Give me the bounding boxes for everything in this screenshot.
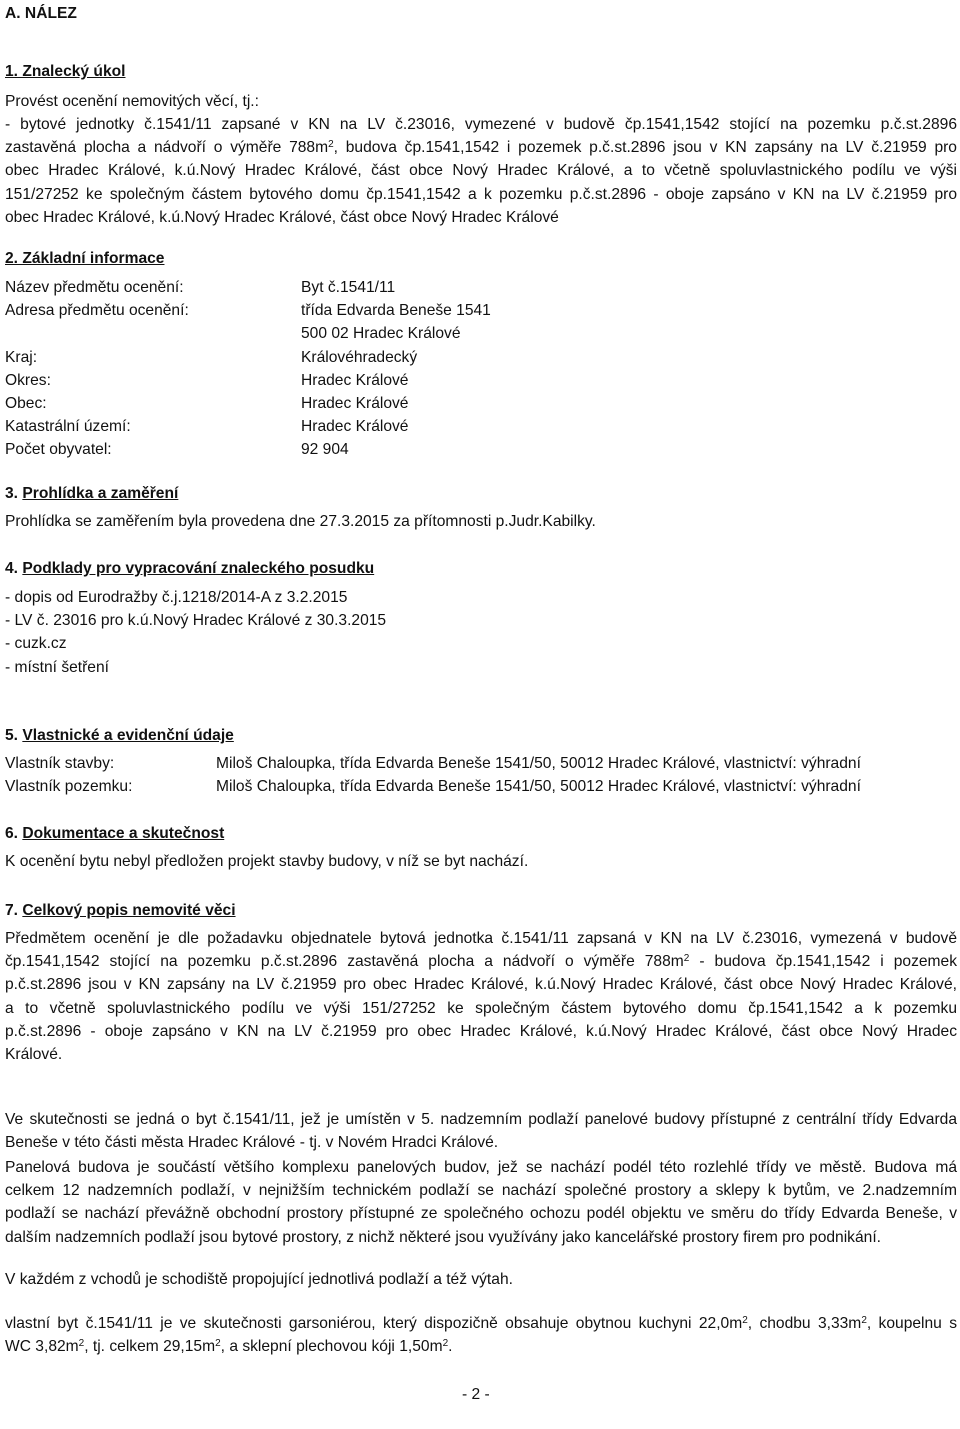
section-1-heading: 1. Znalecký úkol bbox=[5, 63, 126, 80]
text-line: celkem 12 nadzemních podlaží, v nejnižším technickém podlaží se nachází společné prostory a sklepy k bytům, ve 2.nadzemním bbox=[5, 1182, 957, 1200]
list-item: - místní šetření bbox=[5, 658, 109, 676]
info-label: Název předmětu ocenění: bbox=[5, 279, 184, 296]
page-number: - 2 - bbox=[462, 1386, 490, 1403]
info-value: Byt č.1541/11 bbox=[301, 279, 396, 296]
section-3-heading: 3. Prohlídka a zaměření bbox=[5, 485, 179, 502]
sources-list bbox=[5, 586, 386, 679]
section-2-heading: 2. Základní informace bbox=[5, 250, 165, 267]
info-label: Okres: bbox=[5, 371, 51, 389]
text-line: obec Hradec Králové, k.ú.Nový Hradec Králové, část obce Nový Hradec Králové bbox=[5, 208, 559, 226]
owner-value: Miloš Chaloupka, třída Edvarda Beneše 1541/50, 50012 Hradec Králové, vlastnictví: výhradní bbox=[216, 778, 861, 796]
superscript: 2 bbox=[328, 139, 334, 151]
info-label: Adresa předmětu ocenění: bbox=[5, 302, 189, 320]
owner-label: Vlastník pozemku: bbox=[5, 778, 133, 796]
text-line: Beneše v této části města Hradec Králové - tj. v Novém Hradci Králové. bbox=[5, 1134, 499, 1152]
text-line: čp.1541,1542 stojící na pozemku p.č.st.2896 zastavěná plocha a nádvoří o výměře $788m^2$ - budova čp.1541,1542 i pozemek bbox=[5, 953, 957, 971]
basic-info-table bbox=[5, 276, 605, 462]
info-row bbox=[5, 369, 605, 392]
text-line: Ve skutečnosti se jedná o byt č.1541/11, jež je umístěn v 5. nadzemním podlaží panelové budovy přístupné z centrální třídy Edvarda bbox=[5, 1111, 957, 1128]
list-item: - LV č. 23016 pro k.ú.Nový Hradec Králové z 30.3.2015 bbox=[5, 612, 387, 630]
text-line: 151/27252 ke společným částem bytového domu čp.1541,1542 a k pozemku p.č.st.2896 - oboje zapsáno v KN na LV č.21959 pro bbox=[5, 185, 957, 203]
info-row bbox=[5, 276, 605, 299]
info-row bbox=[5, 415, 605, 438]
info-value: Královéhradecký bbox=[301, 348, 418, 366]
text-line: a to včetně spoluvlastnického podílu ve výši 151/27252 ke společným částem bytového domu čp.1541,1542 a k pozemku bbox=[5, 999, 957, 1017]
section-7-heading: 7. Celkový popis nemovité věci bbox=[5, 902, 236, 919]
text-line: Panelová budova je součástí většího komplexu panelových budov, jež se nachází podél této rozlehlé třídy ve městě. Budova má bbox=[5, 1159, 957, 1176]
text-line: podlaží se nachází převážně obchodní prostory přístupné ze společného ochozu podél objektu ve směru do třídy Edvarda Beneše, v bbox=[5, 1205, 957, 1223]
description-paragraph-3 bbox=[5, 1156, 957, 1249]
info-label: Počet obyvatel: bbox=[5, 441, 112, 459]
info-label: Obec: bbox=[5, 394, 47, 412]
text-line: obec Hradec Králové, k.ú.Nový Hradec Králové, část obce Nový Hradec Králové, a to včetně spoluvlastnického podílu ve výši bbox=[5, 162, 957, 180]
description-paragraph-1 bbox=[5, 927, 957, 1066]
description-paragraph-5 bbox=[5, 1312, 957, 1358]
info-row bbox=[5, 392, 605, 415]
list-item: - cuzk.cz bbox=[5, 635, 67, 653]
text-line: p.č.st.2896 - oboje zapsáno v KN na LV č.21959 pro obec Hradec Králové, k.ú.Nový Hradec Králové, část obce Nový Hradec bbox=[5, 1022, 957, 1040]
text-line: vlastní byt č.1541/11 je ve skutečnosti garsoniérou, který dispozičně obsahuje obytnou kuchyni $22,0m^2$, chodbu $3,33m^2$, koupelnu s bbox=[5, 1315, 958, 1332]
info-value: Hradec Králové bbox=[301, 394, 409, 412]
info-label: Kraj: bbox=[5, 348, 38, 366]
description-paragraph-2 bbox=[5, 1108, 957, 1154]
info-value: třída Edvarda Beneše 1541 bbox=[301, 302, 491, 320]
section-3-text: Prohlídka se zaměřením byla provedena dne 27.3.2015 za přítomnosti p.Judr.Kabilky. bbox=[5, 513, 596, 530]
info-row bbox=[5, 322, 605, 345]
text-line: Předmětem ocenění je dle požadavku objednatele bytová jednotka č.1541/11 zapsaná v KN na LV č.23016, vymezená v budově bbox=[5, 930, 957, 947]
owner-row bbox=[5, 775, 955, 798]
section-4-heading: 4. Podklady pro vypracování znaleckého posudku bbox=[5, 560, 375, 577]
ownership-table bbox=[5, 752, 955, 800]
description-paragraph-4: V každém z vchodů je schodiště propojující jednotlivá podlaží a též výtah. bbox=[5, 1271, 513, 1288]
text-line: dalším nadzemních podlaží jsou bytové prostory, z nichž některé jsou využívány jako kancelářské prostory firem pro podnikání. bbox=[5, 1228, 881, 1246]
section-6-heading: 6. Dokumentace a skutečnost bbox=[5, 825, 225, 842]
section-5-heading: 5. Vlastnické a evidenční údaje bbox=[5, 727, 234, 744]
text-line: p.č.st.2896 jsou v KN zapsány na LV č.21959 pro obec Hradec Králové, k.ú.Nový Hradec Králové, část obce Nový Hradec Králové, bbox=[5, 976, 957, 994]
section-1-intro: Provést ocenění nemovitých věcí, tj.: bbox=[5, 93, 259, 110]
info-value: Hradec Králové bbox=[301, 371, 409, 389]
owner-label: Vlastník stavby: bbox=[5, 755, 115, 772]
info-row bbox=[5, 299, 605, 322]
info-label: Katastrální území: bbox=[5, 418, 131, 436]
owner-value: Miloš Chaloupka, třída Edvarda Beneše 1541/50, 50012 Hradec Králové, vlastnictví: výhradní bbox=[216, 755, 861, 772]
text-line: - bytové jednotky č.1541/11 zapsané v KN na LV č.23016, vymezené v budově čp.1541,1542 stojící na pozemku p.č.st.2896 bbox=[5, 116, 957, 133]
section-6-text: K ocenění bytu nebyl předložen projekt stavby budovy, v níž se byt nachází. bbox=[5, 853, 529, 870]
info-row bbox=[5, 438, 605, 461]
section-1-paragraph bbox=[5, 113, 957, 229]
owner-row bbox=[5, 752, 955, 775]
text-line: WC $3,82m^2$, tj. celkem $29,15m^2$, a sklepní plechovou kóji $1,50m^2$. bbox=[5, 1338, 453, 1356]
info-row bbox=[5, 346, 605, 369]
list-item: - dopis od Eurodražby č.j.1218/2014-A z 3.2.2015 bbox=[5, 589, 348, 606]
text-line: Králové. bbox=[5, 1046, 63, 1064]
info-value: 92 904 bbox=[301, 441, 349, 459]
superscript: 2 bbox=[683, 953, 690, 965]
text-line: zastavěná plocha a nádvoří o výměře $788m^2$, budova čp.1541,1542 i pozemek p.č.st.2896 jsou v KN zapsány na LV č.21959 pro bbox=[5, 139, 957, 157]
info-value: 500 02 Hradec Králové bbox=[301, 325, 461, 343]
info-value: Hradec Králové bbox=[301, 418, 409, 436]
document-title: A. NÁLEZ bbox=[5, 5, 77, 22]
